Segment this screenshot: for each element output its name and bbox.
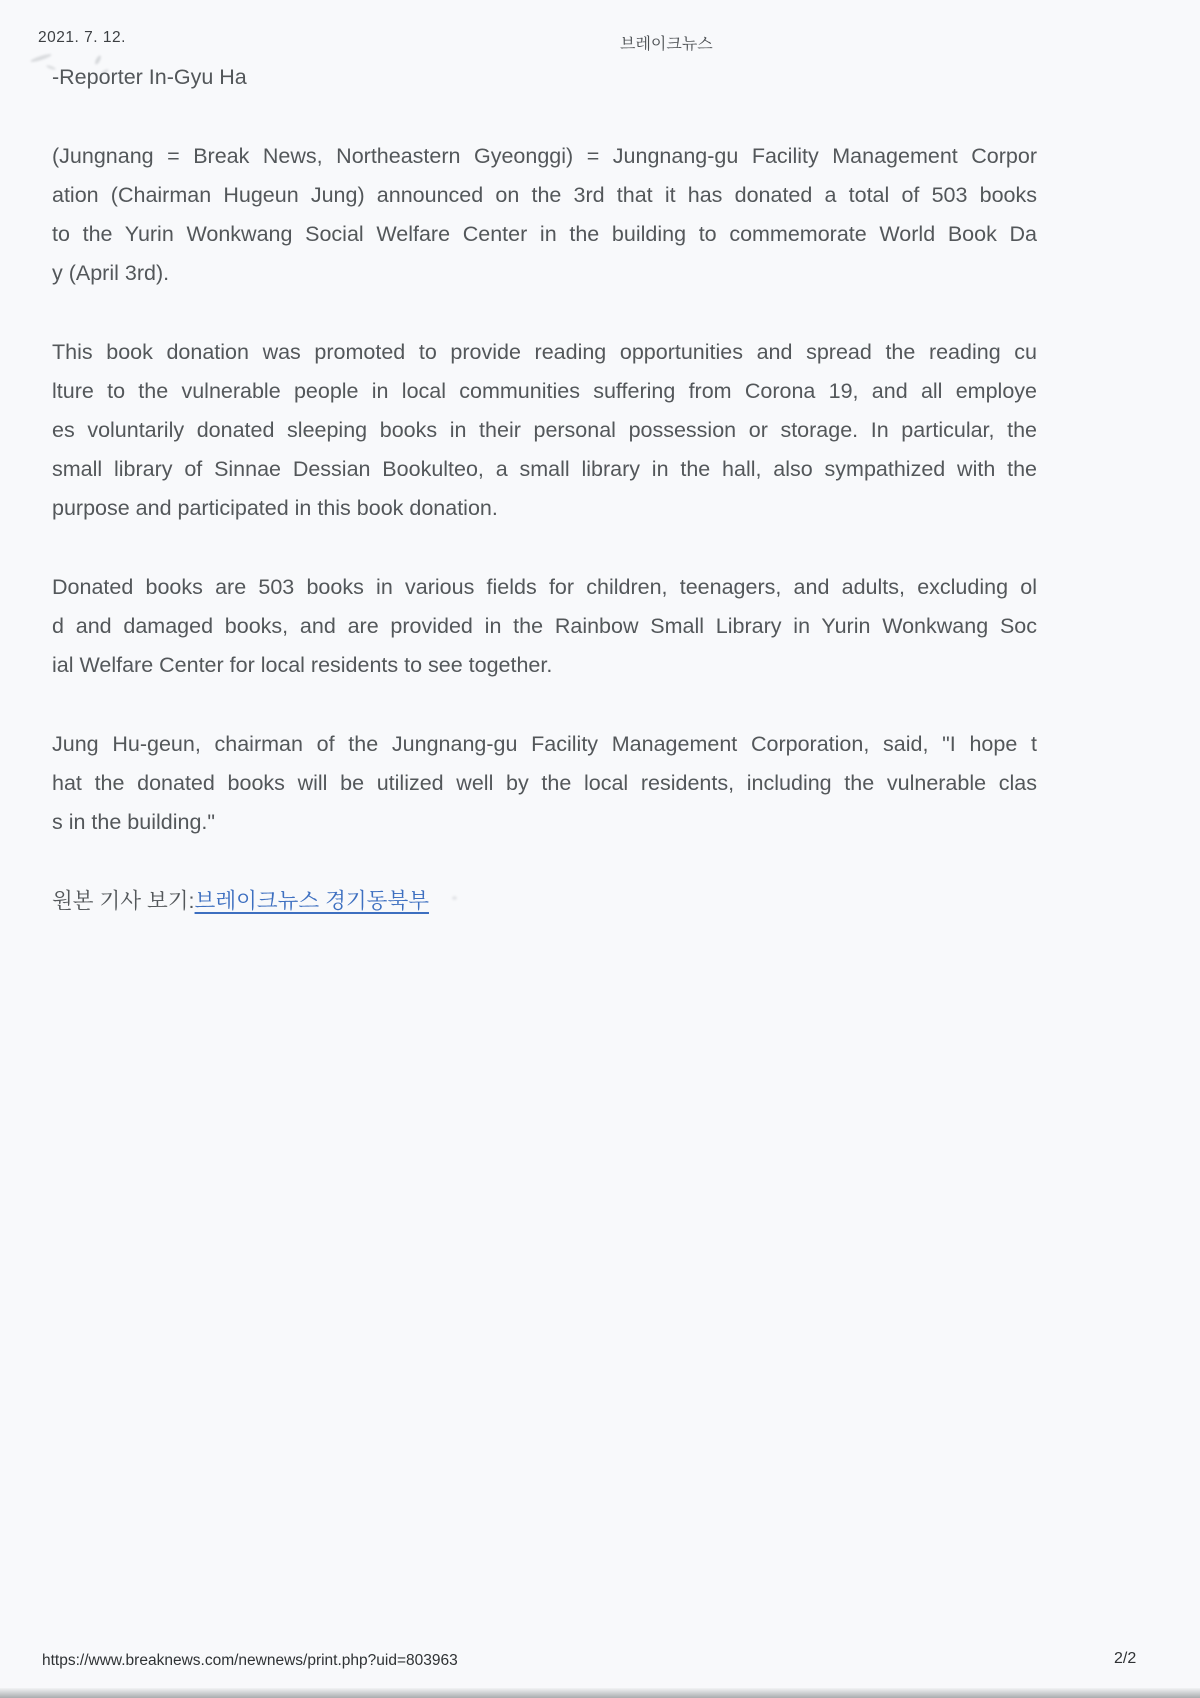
article-paragraph <box>52 685 1037 842</box>
source-article-link[interactable]: 브레이크뉴스 경기동북부 <box>194 889 429 913</box>
paragraph-line: small library of Sinnae Dessian Bookulteo, a small library in the hall, also sympathized with the <box>52 457 1037 481</box>
paragraph-line: to the Yurin Wonkwang Social Welfare Center in the building to commemorate World Book Da <box>52 222 1037 246</box>
scan-smudge <box>452 896 457 900</box>
article-paragraph <box>52 528 1037 685</box>
paragraph-line: This book donation was promoted to provide reading opportunities and spread the reading cu <box>52 340 1037 364</box>
scan-edge <box>0 1688 1200 1698</box>
paragraph-line: Donated books are 503 books in various fields for children, teenagers, and adults, excluding ol <box>52 575 1037 599</box>
paragraph-line: lture to the vulnerable people in local communities suffering from Corona 19, and all employe <box>52 379 1037 403</box>
site-title: 브레이크뉴스 <box>620 36 713 53</box>
paragraph-line: Jung Hu-geun, chairman of the Jungnang-gu Facility Management Corporation, said, "I hope t <box>52 732 1037 756</box>
paragraph-line: hat the donated books will be utilized well by the local residents, including the vulnerable clas <box>52 771 1037 795</box>
paragraph-line: s in the building." <box>52 810 216 834</box>
paragraph-line: purpose and participated in this book donation. <box>52 496 498 520</box>
paragraph-line: ial Welfare Center for local residents to see together. <box>52 653 553 677</box>
article-paragraphs <box>52 97 1037 842</box>
paragraph-line: ation (Chairman Hugeun Jung) announced on the 3rd that it has donated a total of 503 books <box>52 183 1037 207</box>
reporter-byline: -Reporter In-Gyu Ha <box>52 65 247 89</box>
source-line <box>52 842 1037 921</box>
print-date: 2021. 7. 12. <box>38 29 126 46</box>
scan-smudge <box>30 53 52 64</box>
article-body <box>52 58 1037 921</box>
paragraph-line: (Jungnang = Break News, Northeastern Gyeonggi) = Jungnang-gu Facility Management Corpor <box>52 144 1037 168</box>
paragraph-line: es voluntarily donated sleeping books in their personal possession or storage. In particular, the <box>52 418 1037 442</box>
paragraph-line: d and damaged books, and are provided in the Rainbow Small Library in Yurin Wonkwang Soc <box>52 614 1037 638</box>
footer-url: https://www.breaknews.com/newnews/print.php?uid=803963 <box>42 1652 458 1669</box>
paragraph-line: y (April 3rd). <box>52 261 170 285</box>
source-link-label: 원본 기사 보기: <box>52 889 195 913</box>
article-paragraph <box>52 293 1037 528</box>
article-paragraph <box>52 97 1037 293</box>
page-number: 2/2 <box>1114 1650 1137 1667</box>
